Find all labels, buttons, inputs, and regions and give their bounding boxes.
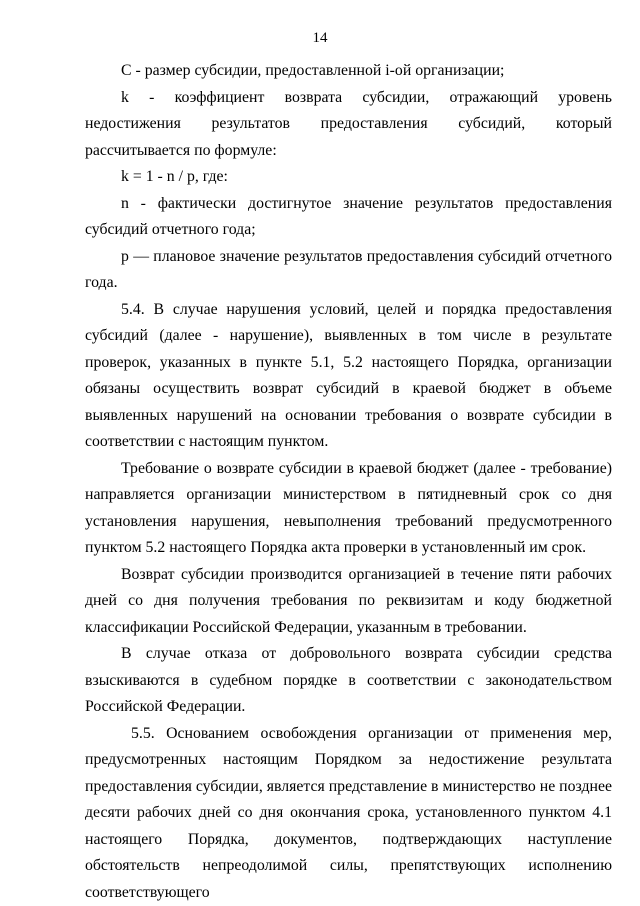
paragraph-5-5: 5.5. Основанием освобождения организации от применения мер, предусмотренных настоящим Порядком за недостижение результата предоставления субсидии, является представление в министерство не позднее десяти рабочих дней со дня окончания срока, установленного пунктом 4.1 настоящего Порядка, документов, подтверждающих наступление обстоятельств непреодолимой силы, препятствующих исполнению соответствующего <box>85 721 612 906</box>
paragraph-k-definition: k - коэффициент возврата субсидии, отражающий уровень недостижения результатов предоставления субсидий, который рассчитывается по формуле: <box>85 85 612 165</box>
paragraph-formula: k = 1 - n / p, где: <box>85 164 612 191</box>
paragraph-refund: Возврат субсидии производится организацией в течение пяти рабочих дней со дня получения требования по реквизитам и коду бюджетной классификации Российской Федерации, указанным в требовании. <box>85 562 612 642</box>
paragraph-5-4: 5.4. В случае нарушения условий, целей и порядка предоставления субсидий (далее - нарушение), выявленных в том числе в результате проверок, указанных в пункте 5.1, 5.2 настоящего Порядка, организации обязаны осуществить возврат субсидий в краевой бюджет в объеме выявленных нарушений на основании требования о возврате субсидии в соответствии с настоящим пунктом. <box>85 297 612 456</box>
page-number: 14 <box>0 28 640 48</box>
paragraph-p-definition: p — плановое значение результатов предоставления субсидий отчетного года. <box>85 244 612 297</box>
paragraph-n-definition: n - фактически достигнутое значение результатов предоставления субсидий отчетного года; <box>85 191 612 244</box>
paragraph-requirement: Требование о возврате субсидии в краевой бюджет (далее - требование) направляется организации министерством в пятидневный срок со дня установления нарушения, невыполнения требований предусмотренного пунктом 5.2 настоящего Порядка акта проверки в установленный им срок. <box>85 456 612 562</box>
paragraph-c-definition: C - размер субсидии, предоставленной i-ой организации; <box>85 58 612 85</box>
document-body <box>85 58 612 906</box>
paragraph-refusal: В случае отказа от добровольного возврата субсидии средства взыскиваются в судебном порядке в соответствии с законодательством Российской Федерации. <box>85 641 612 721</box>
